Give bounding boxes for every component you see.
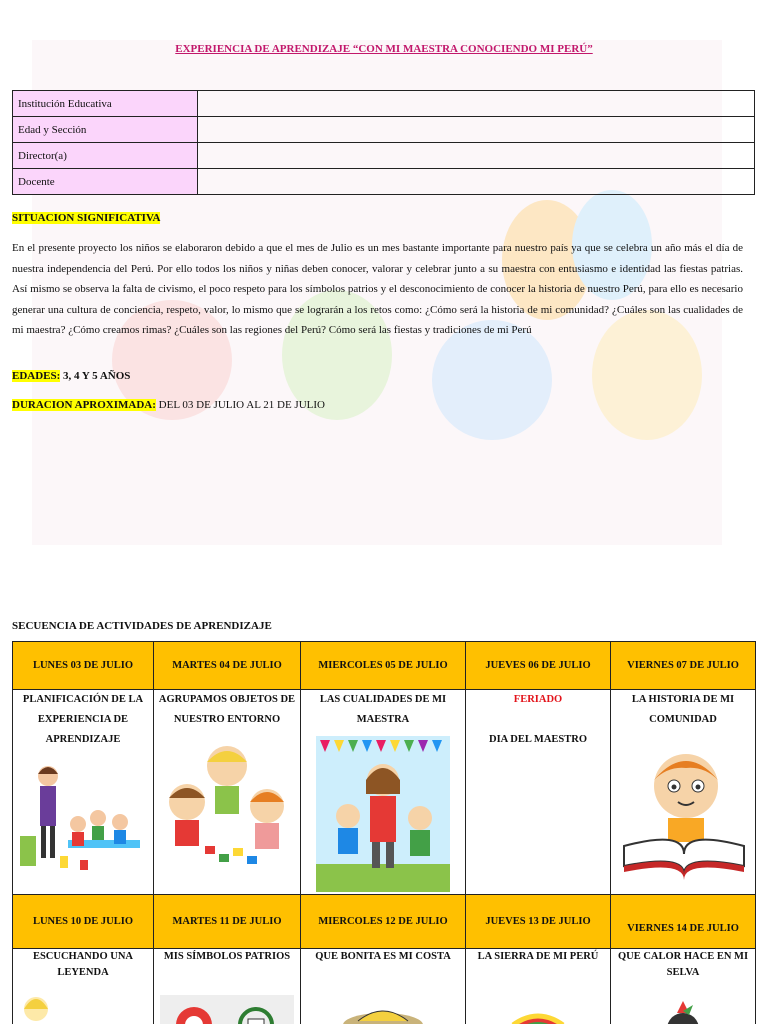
info-row xyxy=(13,91,755,117)
children-grouping-objects-image xyxy=(161,736,293,876)
duration-label: DURACION APROXIMADA: xyxy=(12,399,156,411)
activity-title: QUE BONITA ES MI COSTA xyxy=(315,951,451,962)
info-label: Director(a) xyxy=(13,143,198,169)
info-value[interactable] xyxy=(198,169,755,195)
activity-cell xyxy=(13,690,154,895)
activity-title: MIS SÍMBOLOS PATRIOS xyxy=(163,951,291,962)
info-row xyxy=(13,169,755,195)
activity-cell xyxy=(611,949,756,1024)
teacher-and-students-image xyxy=(316,736,450,892)
holiday-label: FERIADO xyxy=(513,694,563,705)
day-header: LUNES 10 DE JULIO xyxy=(13,895,154,949)
ages-value: 3, 4 Y 5 AÑOS xyxy=(60,370,131,382)
info-table xyxy=(12,90,755,195)
activity-cell xyxy=(154,690,301,895)
ages-row xyxy=(12,370,130,382)
week1-header-row xyxy=(13,642,756,690)
situation-heading-row xyxy=(12,212,160,224)
info-label: Institución Educativa xyxy=(13,91,198,117)
day-header: MARTES 04 DE JULIO xyxy=(154,642,301,690)
info-value[interactable] xyxy=(198,143,755,169)
teacher-with-children-image xyxy=(20,756,146,876)
week2-activity-row xyxy=(13,949,756,1024)
info-label: Edad y Sección xyxy=(13,117,198,143)
activity-title: ESCUCHANDO UNA LEYENDA xyxy=(32,951,134,978)
activity-title: AGRUPAMOS OBJETOS DE NUESTRO ENTORNO xyxy=(158,694,296,725)
info-label: Docente xyxy=(13,169,198,195)
activity-cell xyxy=(301,690,466,895)
info-value[interactable] xyxy=(198,91,755,117)
duration-value: DEL 03 DE JULIO AL 21 DE JULIO xyxy=(155,399,325,411)
coast-image xyxy=(328,995,438,1024)
activity-title: LA HISTORIA DE MI COMUNIDAD xyxy=(631,694,735,725)
girl-image xyxy=(20,987,60,1024)
activity-cell xyxy=(154,949,301,1024)
info-row xyxy=(13,117,755,143)
activity-title: PLANIFICACIÓN DE LA EXPERIENCIA DE APRENDIZAJE xyxy=(22,694,144,745)
day-header: MARTES 11 DE JULIO xyxy=(154,895,301,949)
situation-paragraph: En el presente proyecto los niños se elaboraron debido a que el mes de Julio es un mes bastante importante para nuestro país ya que se celebra un año más el día de nuestra independencia del Perú. Por ello todos los niños y niñas deben conocer, valorar y celebrar junto a su maestra con entusiasmo e identidad las fiestas patrias. Así mismo se observa la falta de civismo, el poco respeto para los símbolos patrios y el desconocimiento de conocer la historia de nuestro Perú, para ello es necesario generar una cultura de conciencia, respeto, valor, lo mismo que se lograrán a los retos como: ¿Cómo será la historia de mi comunidad? ¿Cuáles son las cualidades de mi maestra? ¿Cómo creamos rimas? ¿Cuáles son las regiones del Perú? Cómo será las fiestas y tradiciones de mi Perú xyxy=(12,242,743,336)
jungle-image xyxy=(643,997,723,1024)
ages-label: EDADES: xyxy=(12,370,61,382)
activity-cell xyxy=(611,690,756,895)
document-title: EXPERIENCIA DE APRENDIZAJE “CON MI MAESTRA CONOCIENDO MI PERÚ” xyxy=(175,43,593,55)
info-row xyxy=(13,143,755,169)
day-header: JUEVES 13 DE JULIO xyxy=(466,895,611,949)
day-header: MIERCOLES 05 DE JULIO xyxy=(301,642,466,690)
duration-row xyxy=(12,399,325,411)
patriotic-symbols-image xyxy=(160,995,294,1024)
activity-cell xyxy=(13,949,154,1024)
activity-title: LA SIERRA DE MI PERÚ xyxy=(477,951,599,962)
day-header: VIERNES 07 DE JULIO xyxy=(611,642,756,690)
day-header: JUEVES 06 DE JULIO xyxy=(466,642,611,690)
day-header: LUNES 03 DE JULIO xyxy=(13,642,154,690)
sequence-title: SECUENCIA DE ACTIVIDADES DE APRENDIZAJE xyxy=(12,620,272,632)
activity-cell xyxy=(301,949,466,1024)
info-value[interactable] xyxy=(198,117,755,143)
activity-title: LAS CUALIDADES DE MI MAESTRA xyxy=(319,694,447,725)
day-header: VIERNES 14 DE JULIO xyxy=(611,895,756,949)
activity-cell xyxy=(466,690,611,895)
day-header: MIERCOLES 12 DE JULIO xyxy=(301,895,466,949)
holiday-note: DIA DEL MAESTRO xyxy=(488,734,588,745)
week2-header-row xyxy=(13,895,756,949)
schedule-table xyxy=(12,641,756,1024)
activity-cell xyxy=(466,949,611,1024)
activity-title: QUE CALOR HACE EN MI SELVA xyxy=(617,951,749,978)
document-page-2 xyxy=(0,594,768,1024)
week1-activity-row xyxy=(13,690,756,895)
situation-heading: SITUACION SIGNIFICATIVA xyxy=(12,212,161,224)
highlands-image xyxy=(483,995,593,1024)
boy-reading-book-image xyxy=(614,736,754,886)
